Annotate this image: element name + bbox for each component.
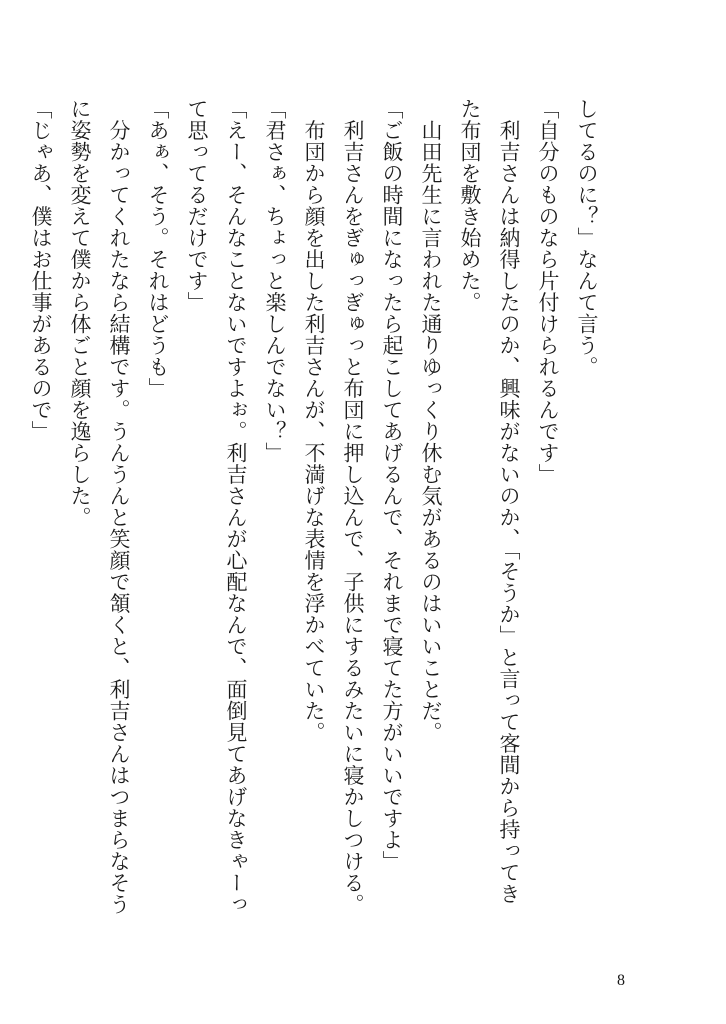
text-column: 山田先生に言われた通りゆっくり休む気があるのはいいことだ。: [419, 98, 443, 743]
text-column: 「あぁ、そう。それはどうも」: [146, 98, 170, 399]
text-column: 利吉さんをぎゅっぎゅっと布団に押し込んで、子供にするみたいに寝かしつける。: [341, 98, 365, 915]
text-column: た布団を敷き始めた。: [458, 98, 482, 313]
page-number: 8: [617, 972, 625, 989]
text-column: に姿勢を変えて僕から体ごと顔を逸らした。: [68, 98, 92, 528]
text-column: 分かってくれたなら結構です。うんうんと笑顔で頷くと、利吉さんはつまらなそう: [107, 98, 131, 915]
text-column: て思ってるだけです」: [185, 98, 209, 313]
text-column: してるのに？」なんて言う。: [575, 98, 599, 378]
text-column: 布団から顔を出した利吉さんが、不満げな表情を浮かべていた。: [302, 98, 326, 743]
text-column: 「ご飯の時間になったら起こしてあげるんで、それまで寝てた方がいいですよ」: [380, 98, 404, 872]
text-column: 「君さぁ、ちょっと楽しんでない？」: [263, 98, 287, 464]
text-column: 「えー、そんなことないですよぉ。利吉さんが心配なんで、面倒見てあげなきゃーっ: [224, 98, 248, 915]
text-column: 「じゃあ、僕はお仕事があるので」: [29, 98, 53, 442]
text-column: 利吉さんは納得したのか、興味がないのか、「そうか」と言って客間から持ってき: [497, 98, 521, 905]
body-text: [21, 98, 606, 948]
text-column: 「自分のものなら片付けられるんです」: [536, 98, 560, 485]
